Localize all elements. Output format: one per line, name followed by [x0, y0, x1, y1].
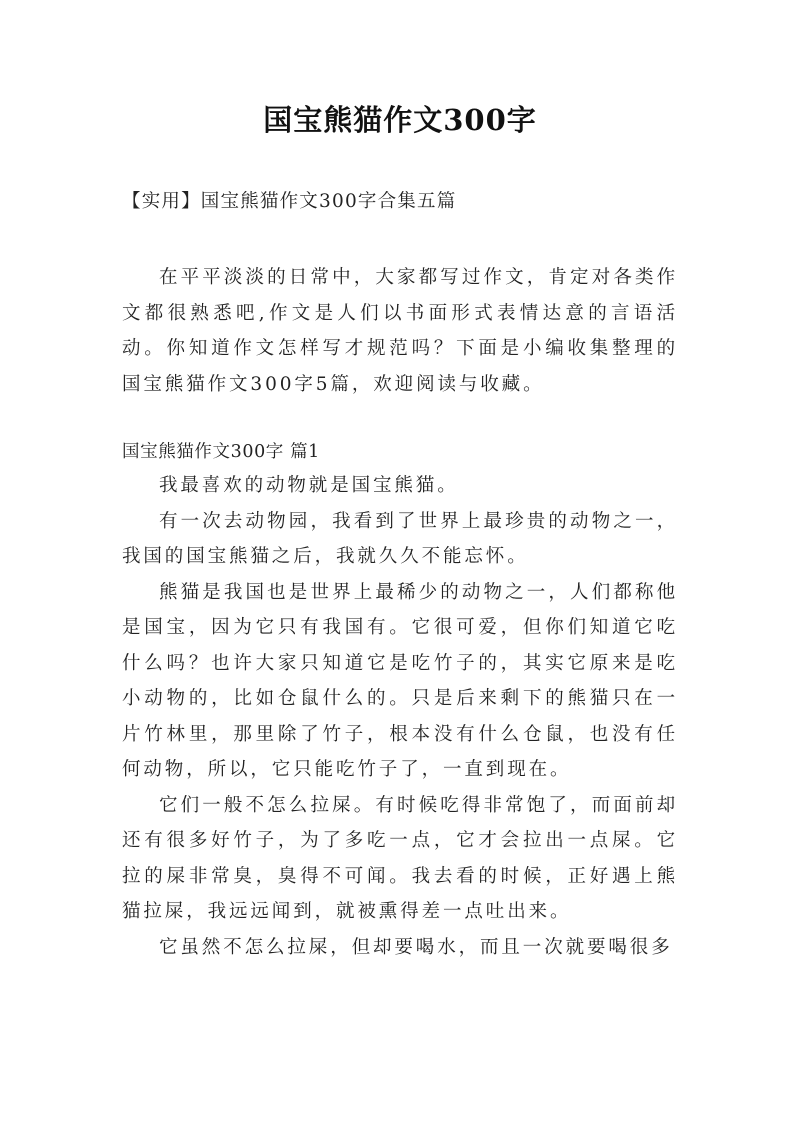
essay-paragraph: 有一次去动物园，我看到了世界上最珍贵的动物之一，我国的国宝熊猫之后，我就久久不能忘怀。 — [122, 510, 678, 567]
intro-paragraph: 在平平淡淡的日常中，大家都写过作文，肯定对各类作文都很熟悉吧,作文是人们以书面形式表情达意的言语活动。你知道作文怎样写才规范吗？下面是小编收集整理的国宝熊猫作文300字5篇，欢迎阅读与收藏。 — [122, 267, 678, 395]
essay-body — [122, 468, 678, 965]
essay-paragraph: 熊猫是我国也是世界上最稀少的动物之一，人们都称他是国宝，因为它只有我国有。它很可爱，但你们知道它吃什么吗？也许大家只知道它是吃竹子的，其实它原来是吃小动物的，比如仓鼠什么的。只是后来剩下的熊猫只在一片竹林里，那里除了竹子，根本没有什么仓鼠，也没有任何动物，所以，它只能吃竹子了，一直到现在。 — [122, 581, 678, 780]
essay-paragraph: 它们一般不怎么拉屎。有时候吃得非常饱了，而面前却还有很多好竹子，为了多吃一点，它才会拉出一点屎。它拉的屎非常臭，臭得不可闻。我去看的时候，正好遇上熊猫拉屎，我远远闻到，就被熏得差一点吐出来。 — [122, 794, 678, 922]
document-title: 国宝熊猫作文300字 — [263, 103, 537, 137]
essay-paragraph: 它虽然不怎么拉屎，但却要喝水，而且一次就要喝很多 — [159, 936, 673, 958]
document-subtitle: 【实用】国宝熊猫作文300字合集五篇 — [122, 191, 457, 212]
essay-paragraph: 我最喜欢的动物就是国宝熊猫。 — [159, 475, 459, 496]
section-heading: 国宝熊猫作文300字 篇1 — [122, 442, 320, 462]
